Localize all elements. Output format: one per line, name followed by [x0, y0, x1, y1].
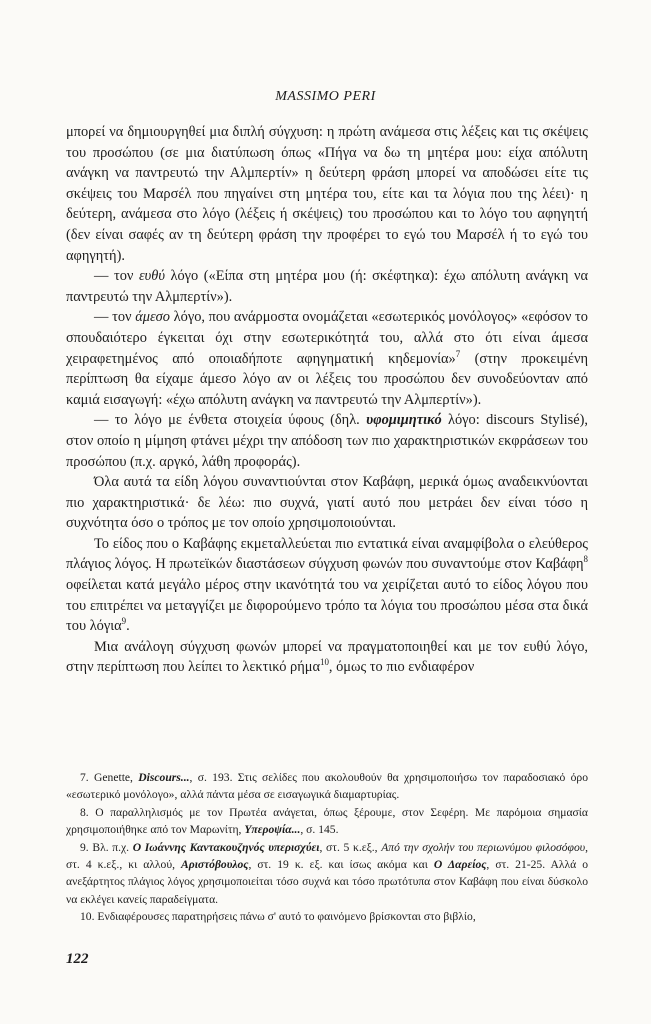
running-header: MASSIMO PERI	[275, 89, 376, 104]
emphasis-bold: Αριστόβουλος	[181, 858, 249, 872]
text-run: , σ. 193. Στις σελίδες που ακολουθούν θα χρησιμοποιήσω τον παραδοσιακό όρο «εσωτερικό μονόλογο», αλλά πάντα μέσα σε εισαγωγικά διαμαρτυρίας.	[66, 771, 588, 802]
text-run: (στην προκειμένη περίπτωση θα είχαμε άμεσο λόγο αν οι λέξεις του προσώπου δεν συνοδεύονταν από καμιά εισαγωγή: «έχω απόλυτη ανάγκη να παντρευτώ την Αλμπερτίν»).	[66, 350, 588, 408]
emphasis: ευθύ	[138, 268, 165, 285]
paragraph-7	[66, 637, 588, 678]
text-run: 7. Genette,	[80, 771, 139, 784]
text-run: λόγο: discours Stylisé), στον οποίο η μίμηση φτάνει μέχρι την απόδοση των πιο χαρακτηριστικών εκφράσεων του προσώπου (π.χ. αργκό, λάθη προφοράς).	[66, 412, 588, 470]
text-run: — τον	[94, 309, 136, 326]
text-run: , στ. 21-25. Αλλά ο ανεξάρτητος πλάγιος λόγος χρησιμοποιείται τόσο συχνά και τόσο πρωτότυπα στον Καβάφη που είναι δύσκολο να εκλέγει κανείς παραδείγματα.	[66, 858, 589, 906]
text-run: — το λόγο με ένθετα στοιχεία ύφους (δηλ.	[94, 412, 367, 429]
emphasis-bold: Ο Δαρείος	[433, 858, 487, 872]
text-run: λόγο («Είπα στη μητέρα μου (ή: σκέφτηκα): έχω απόλυτη ανάγκη να παντρευτώ την Αλμπερτίν»).	[66, 268, 588, 305]
text-run: Μια ανάλογη σύγχυση φωνών μπορεί να πραγματοποιηθεί και με τον ευθύ λόγο, στην περίπτωση που λείπει το λεκτικό ρήμα	[66, 638, 588, 676]
text-run: .	[126, 618, 130, 635]
footnote-ref-7: 7	[455, 348, 461, 359]
text-run: , στ. 4 κ.εξ., κι αλλού,	[66, 840, 588, 872]
footnote-8	[66, 804, 588, 839]
paragraph-5: Όλα αυτά τα είδη λόγου συναντιούνται στον Καβάφη, μερικά όμως αναδεικνύονται πιο χαρακτηριστικά· δε λέω: πιο συχνά, γιατί αυτό που μετράει δεν είναι τόσο η συχνότητα όσο ο τρόπος με τον οποίο χρησιμοποιούνται.	[66, 474, 588, 532]
text-run: λόγο, που ανάρμοστα ονομάζεται «εσωτερικός μονόλογος» «εφόσον το σπουδαιότερο έγκειται όχι στην εσωτερικότητά του, αλλά στο ότι είναι άμεσα χειραφετημένος από οποιαδήποτε αφηγηματική κηδεμονία»	[66, 309, 588, 367]
text-run: Το είδος που ο Καβάφης εκμεταλλεύεται πιο εντατικά είναι αναμφίβολα ο ελεύθερος πλάγιος λόγος. Η πρωτεϊκών διαστάσεων σύγχυση φωνών που συναντούμε στον Καβάφη	[66, 535, 588, 573]
emphasis-bold: υφομιμητικό	[366, 412, 442, 429]
text-run: 8. Ο παραλληλισμός με τον Πρωτέα ανάγεται, όπως ξέρουμε, στον Σεφέρη. Με παρόμοια σημασία χρησιμοποιήθηκε από τον Μαρωνίτη,	[66, 805, 588, 837]
paragraph-direct-speech	[66, 266, 588, 307]
main-text	[66, 122, 588, 678]
text-run: — τον	[94, 268, 139, 285]
emphasis-bold: Ο Ιωάννης Καντακουζηνός υπερισχύει	[132, 840, 320, 854]
footnotes	[66, 769, 588, 926]
footnote-ref-8: 8	[583, 554, 588, 565]
paragraph-6	[66, 534, 588, 637]
paragraph-immediate-speech	[66, 307, 588, 410]
paragraph-1: μπορεί να δημιουργηθεί μια διπλή σύγχυση: η πρώτη ανάμεσα στις λέξεις και τις σκέψεις του προσώπου (σε μια διατύπωση όπως «Πήγα να δω τη μητέρα μου: είχα απόλυτη ανάγκη να παντρευτώ την Αλμπερτίν» η δεύτερη φράση μπορεί να αποδώσει είτε τις σκέψεις του Μαρσέλ που πηγαίνει στη μητέρα του, είτε και τα λόγια που της λέει)· η δεύτερη, ανάμεσα στο λόγο (λέξεις ή σκέψεις) του προσώπου και το λόγο του αφηγητή (δεν είναι σαφές αν τη δεύτερη φράση την προφέρει το εγώ του Μαρσέλ ή το εγώ του αφηγητή).	[66, 124, 588, 264]
page-number: 122	[66, 951, 89, 967]
text-run: , στ. 5 κ.εξ.,	[319, 840, 382, 854]
text-run: , στ. 19 κ. εξ. και ίσως ακόμα και	[248, 858, 434, 872]
footnote-9	[66, 839, 588, 909]
emphasis-bold: Υπεροψία...	[244, 823, 301, 837]
paragraph-stylised-speech	[66, 410, 588, 472]
footnote-ref-9: 9	[121, 616, 127, 627]
text-run: 9. Βλ. π.χ.	[80, 840, 133, 854]
footnote-ref-10: 10	[319, 657, 329, 668]
emphasis: άμεσο	[135, 309, 170, 326]
text-run: , σ. 145.	[300, 823, 339, 837]
footnote-7	[66, 769, 588, 804]
emphasis-bold: Discours...	[138, 771, 190, 784]
text-run: , όμως το πιο ενδιαφέρον	[328, 659, 475, 676]
text-run: οφείλεται κατά μεγάλο μέρος στην ικανότητά του να χειρίζεται αυτό το είδος λόγου που του επιτρέπει να μεταγγίζει με διφορούμενο τρόπο τα λόγια του προσώπου μέσα στα δικά του λόγια	[66, 577, 588, 635]
emphasis: Από την σχολήν του περιωνύμου φιλοσόφου	[381, 840, 586, 854]
footnote-10: 10. Ενδιαφέρουσες παρατηρήσεις πάνω σ' αυτό το φαινόμενο βρίσκονται στο βιβλίο,	[80, 910, 476, 924]
